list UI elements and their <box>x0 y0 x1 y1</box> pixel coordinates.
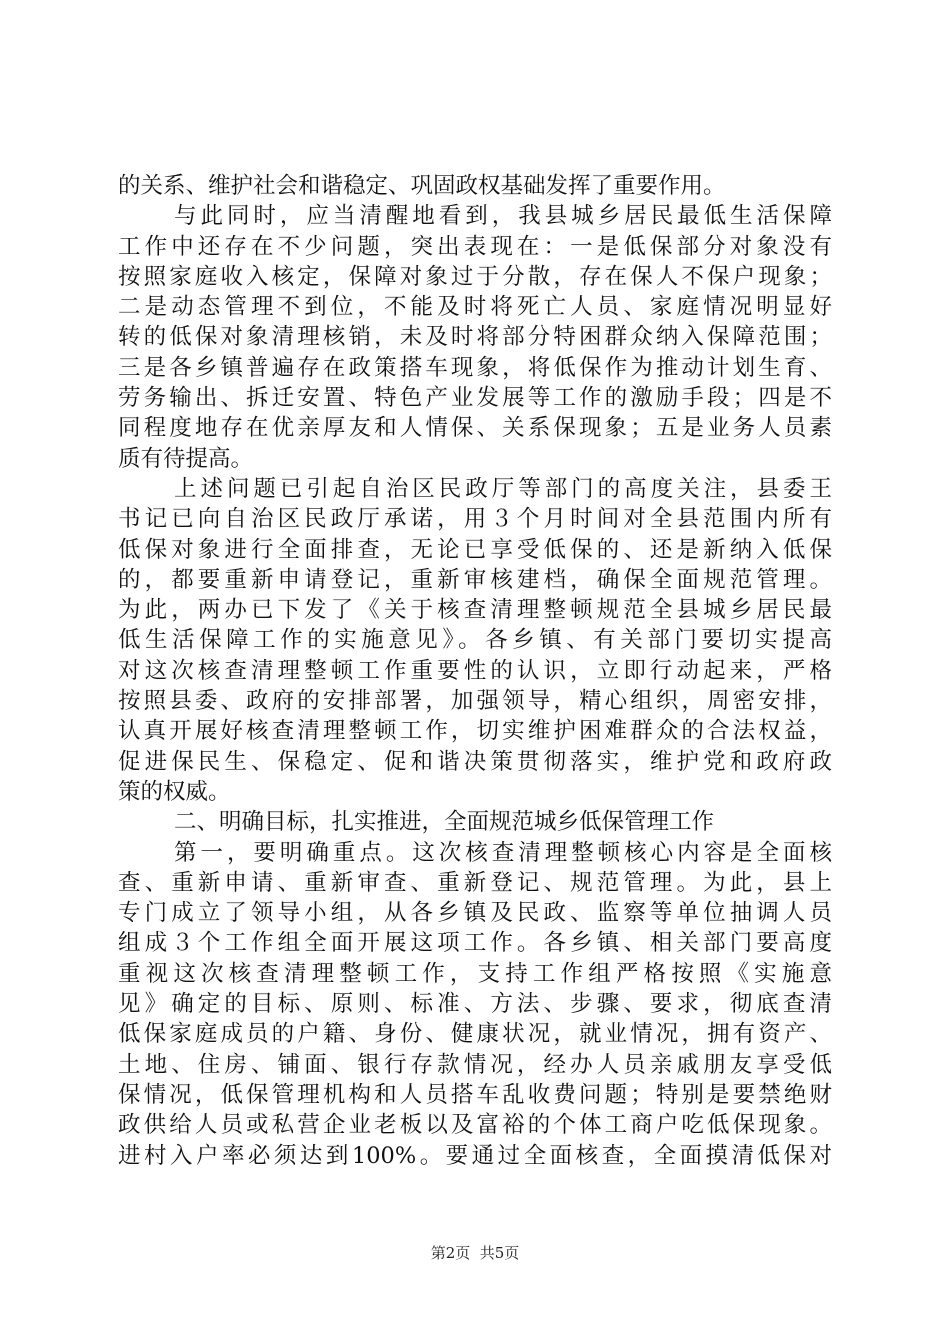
text-line: 认真开展好核查清理整顿工作，切实维护困难群众的合法权益， <box>118 718 832 745</box>
text-line: 进村入户率必须达到100%。要通过全面核查，全面摸清低保对 <box>118 1142 832 1169</box>
page-footer <box>0 1243 950 1263</box>
text-line: 低生活保障工作的实施意见》。各乡镇、有关部门要切实提高 <box>118 627 832 654</box>
text-line: 二是动态管理不到位，不能及时将死亡人员、家庭情况明显好 <box>118 294 832 321</box>
text-line: 低保对象进行全面排查，无论已享受低保的、还是新纳入低保 <box>118 536 832 563</box>
text-line: 促进保民生、保稳定、促和谐决策贯彻落实，维护党和政府政 <box>118 748 832 775</box>
text-line: 策的权威。 <box>118 778 231 805</box>
text-line: 上述问题已引起自治区民政厅等部门的高度关注，县委王 <box>174 475 832 502</box>
text-line: 按照县委、政府的安排部署，加强领导，精心组织，周密安排， <box>118 688 832 715</box>
text-line: 对这次核查清理整顿工作重要性的认识，立即行动起来，严格 <box>118 657 832 684</box>
text-line: 政供给人员或私营企业老板以及富裕的个体工商户吃低保现象。 <box>118 1112 832 1139</box>
text-line: 转的低保对象清理核销，未及时将部分特困群众纳入保障范围； <box>118 324 832 351</box>
text-line: 专门成立了领导小组，从各乡镇及民政、监察等单位抽调人员 <box>118 900 832 927</box>
text-line: 低保家庭成员的户籍、身份、健康状况，就业情况，拥有资产、 <box>118 1021 832 1048</box>
text-line: 劳务输出、拆迁安置、特色产业发展等工作的激励手段；四是不 <box>118 385 832 412</box>
document-body <box>118 171 832 1171</box>
text-line: 重视这次核查清理整顿工作，支持工作组严格按照《实施意 <box>118 960 832 987</box>
text-line: 按照家庭收入核定，保障对象过于分散，存在保人不保户现象； <box>118 263 832 290</box>
text-line: 保情况，低保管理机构和人员搭车乱收费问题；特别是要禁绝财 <box>118 1081 832 1108</box>
text-line: 三是各乡镇普遍存在政策搭车现象，将低保作为推动计划生育、 <box>118 354 832 381</box>
page-number-label: 第2页 共5页 <box>430 1244 520 1262</box>
text-line: 第一，要明确重点。这次核查清理整顿核心内容是全面核 <box>174 839 832 866</box>
text-line: 与此同时，应当清醒地看到，我县城乡居民最低生活保障 <box>174 203 832 230</box>
text-line: 土地、住房、铺面、银行存款情况，经办人员亲戚朋友享受低 <box>118 1051 832 1078</box>
text-line: 为此，两办已下发了《关于核查清理整顿规范全县城乡居民最 <box>118 597 832 624</box>
text-line: 二、明确目标，扎实推进，全面规范城乡低保管理工作 <box>174 809 715 836</box>
text-line: 同程度地存在优亲厚友和人情保、关系保现象；五是业务人员素 <box>118 415 832 442</box>
text-line: 的，都要重新申请登记，重新审核建档，确保全面规范管理。 <box>118 566 832 593</box>
text-line: 的关系、维护社会和谐稳定、巩固政权基础发挥了重要作用。 <box>118 173 726 199</box>
text-line: 组成３个工作组全面开展这项工作。各乡镇、相关部门要高度 <box>118 930 832 957</box>
text-line: 书记已向自治区民政厅承诺，用３个月时间对全县范围内所有 <box>118 506 832 533</box>
text-line: 见》确定的目标、原则、标准、方法、步骤、要求，彻底查清 <box>118 991 832 1018</box>
text-line: 查、重新申请、重新审查、重新登记、规范管理。为此，县上 <box>118 869 832 896</box>
text-line: 质有待提高。 <box>118 445 254 472</box>
text-line: 工作中还存在不少问题，突出表现在：一是低保部分对象没有 <box>118 233 832 260</box>
